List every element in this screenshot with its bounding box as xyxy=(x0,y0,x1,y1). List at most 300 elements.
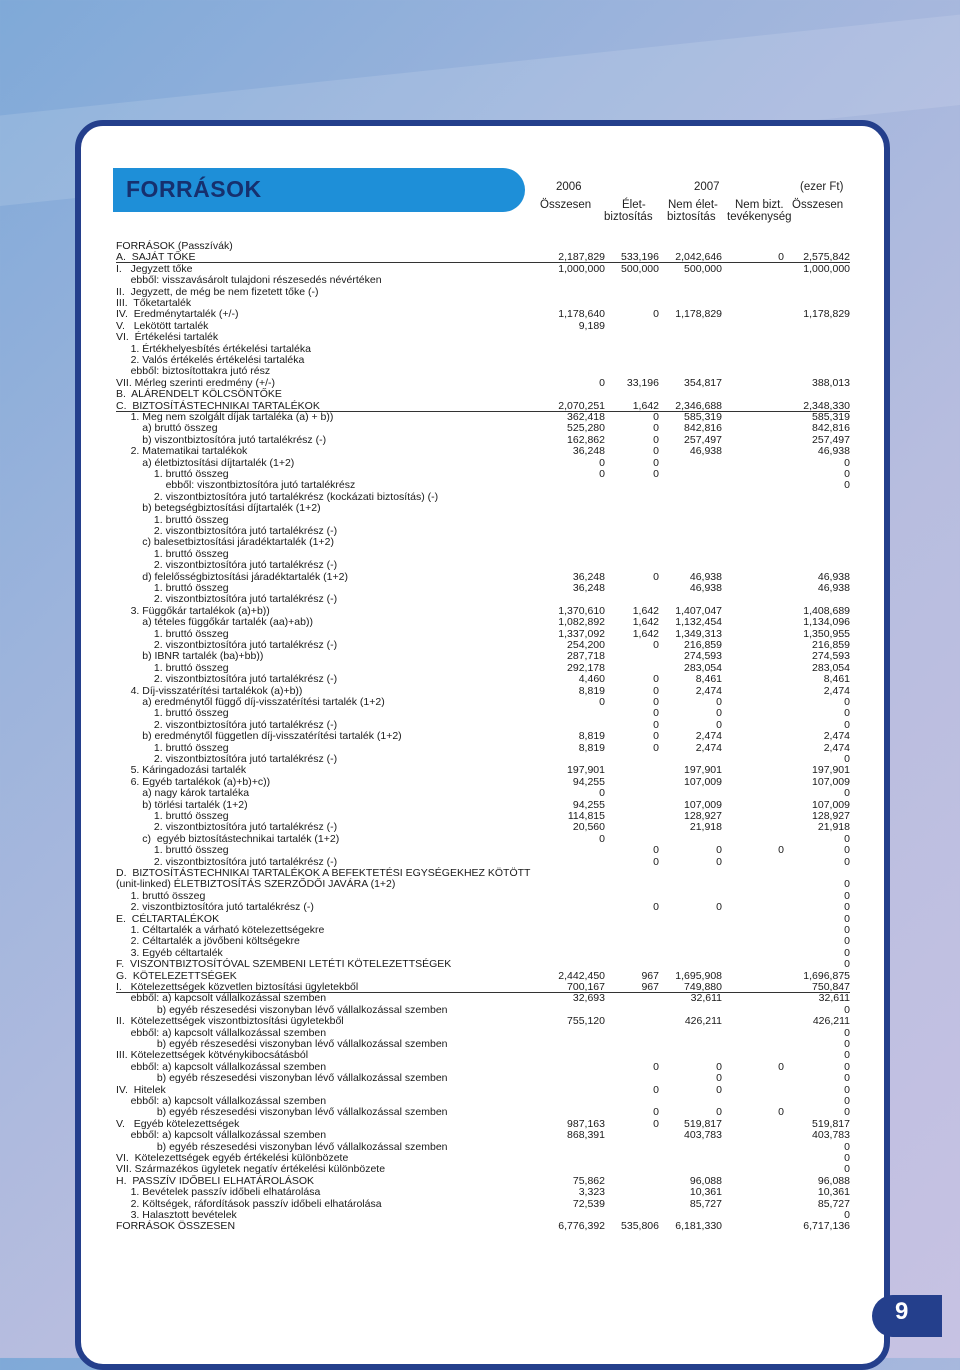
row-label: 1. Bevételek passzív időbeli elhatárolása xyxy=(116,1186,321,1199)
row-label: IV. Eredménytartalék (+/-) xyxy=(116,308,239,321)
row-value: 0 xyxy=(653,1106,659,1119)
row-value: 2,442,450 xyxy=(558,969,605,982)
table-row xyxy=(0,924,960,936)
row-label: 4. Díj-visszatérítési tartalékok (a)+b)) xyxy=(116,684,303,697)
row-value: 274,593 xyxy=(812,650,850,663)
row-value: 21,918 xyxy=(689,821,722,834)
table-row xyxy=(0,286,960,298)
row-value: 0 xyxy=(653,422,659,435)
row-value: 9,189 xyxy=(578,319,605,332)
table-row xyxy=(0,1038,960,1050)
table-row xyxy=(0,753,960,765)
row-label: IV. Hitelek xyxy=(116,1083,166,1096)
row-value: 96,088 xyxy=(689,1174,722,1187)
row-value: 85,727 xyxy=(817,1197,850,1210)
row-label: (unit-linked) ÉLETBIZTOSÍTÁS SZERZŐDŐI JAVÁRA (1+2) xyxy=(116,878,396,891)
row-value: 75,862 xyxy=(572,1174,605,1187)
table-row xyxy=(0,354,960,366)
table-row xyxy=(0,468,960,480)
table-row xyxy=(0,571,960,583)
row-value: 1,178,829 xyxy=(803,308,850,321)
row-label: I. Jegyzett tőke xyxy=(116,262,193,275)
row-value: 403,783 xyxy=(684,1129,722,1142)
table-row xyxy=(0,764,960,776)
row-value: 0 xyxy=(844,901,850,914)
row-value: 2,474 xyxy=(823,684,850,697)
row-value: 0 xyxy=(844,1083,850,1096)
table-row xyxy=(0,628,960,640)
row-value: 36,248 xyxy=(572,445,605,458)
row-value: 0 xyxy=(844,696,850,708)
table-row xyxy=(0,297,960,309)
row-value: 0 xyxy=(844,456,850,469)
header-unit: (ezer Ft) xyxy=(800,181,844,193)
table-row xyxy=(0,1004,960,1016)
table-row xyxy=(0,536,960,548)
row-label: b) egyéb részesedési viszonyban lévő vállalkozással szemben xyxy=(116,1003,448,1016)
table-row xyxy=(0,434,960,446)
table-row xyxy=(0,445,960,457)
row-value: 197,901 xyxy=(812,764,850,777)
row-value: 1,000,000 xyxy=(558,262,605,275)
row-value: 2,474 xyxy=(695,741,722,754)
table-row xyxy=(0,1015,960,1027)
row-value: 0 xyxy=(844,1049,850,1062)
row-label: ebből: a) kapcsolt vállalkozással szemben xyxy=(116,992,327,1005)
row-value: 362,418 xyxy=(567,411,605,423)
row-value: 0 xyxy=(844,1106,850,1119)
table-row xyxy=(0,1175,960,1187)
row-value: 500,000 xyxy=(684,262,722,275)
row-value: 0 xyxy=(844,1072,850,1085)
row-value: 0 xyxy=(844,1095,850,1107)
table-row xyxy=(0,707,960,719)
table-row xyxy=(0,1106,960,1118)
row-value: 1,349,313 xyxy=(675,627,722,640)
table-row xyxy=(0,1084,960,1096)
page-title: FORRÁSOK xyxy=(126,176,262,202)
row-value: 197,901 xyxy=(567,764,605,777)
row-label: a) bruttó összeg xyxy=(116,422,218,435)
row-label: III. Kötelezettségek kötvénykibocsátásból xyxy=(116,1049,309,1062)
table-row xyxy=(0,1129,960,1141)
row-value: 0 xyxy=(844,958,850,971)
table-row xyxy=(0,821,960,833)
row-value: 8,819 xyxy=(578,684,605,697)
row-value: 287,718 xyxy=(567,650,605,663)
row-value: 46,938 xyxy=(689,570,722,583)
row-label: 2. viszontbiztosítóra jutó tartalékrész (-) xyxy=(116,718,338,731)
row-value: 1,370,610 xyxy=(558,604,605,617)
table-row xyxy=(0,1095,960,1107)
row-value: 257,497 xyxy=(812,433,850,446)
row-value: 254,200 xyxy=(567,639,605,651)
row-value: 10,361 xyxy=(817,1186,850,1199)
row-label: 1. bruttó összeg xyxy=(116,661,229,674)
table-row xyxy=(0,1118,960,1130)
row-value: 426,211 xyxy=(684,1015,722,1028)
table-row xyxy=(0,514,960,526)
row-label: FORRÁSOK (Passzívák) xyxy=(116,240,233,252)
row-value: 0 xyxy=(653,570,659,583)
row-value: 0 xyxy=(653,639,659,651)
row-label: VI. Kötelezettségek egyéb értékelési különbözete xyxy=(116,1152,349,1164)
row-label: 2. Matematikai tartalékok xyxy=(116,445,248,458)
row-value: 987,163 xyxy=(567,1117,605,1130)
row-value: 967 xyxy=(641,981,659,993)
row-value: 519,817 xyxy=(684,1117,722,1130)
row-label: 2. viszontbiztosítóra jutó tartalékrész (-) xyxy=(116,639,338,651)
table-row xyxy=(0,970,960,982)
row-value: 94,255 xyxy=(572,798,605,811)
row-value: 0 xyxy=(844,753,850,765)
row-value: 700,167 xyxy=(567,981,605,993)
row-label: a) tételes függőkár tartalék (aa)+ab)) xyxy=(116,616,313,629)
row-value: 2,474 xyxy=(695,684,722,697)
row-value: 283,054 xyxy=(684,661,722,674)
row-label: a) nagy károk tartaléka xyxy=(116,787,250,800)
row-label: 1. bruttó összeg xyxy=(116,810,229,822)
row-value: 388,013 xyxy=(812,376,850,389)
row-label: 3. Egyéb céltartalék xyxy=(116,946,223,959)
table-row xyxy=(0,673,960,685)
row-label: VII. Mérleg szerinti eredmény (+/-) xyxy=(116,376,276,389)
table-row xyxy=(0,548,960,560)
row-value: 1,642 xyxy=(632,627,659,640)
row-value: 0 xyxy=(599,468,605,480)
table-row xyxy=(0,1163,960,1175)
row-label: F. VISZONTBIZTOSÍTÓVAL SZEMBENI LETÉTI KÖTELEZETTSÉGEK xyxy=(116,958,452,971)
row-value: 46,938 xyxy=(689,445,722,458)
row-value: 46,938 xyxy=(817,570,850,583)
row-value: 0 xyxy=(653,456,659,469)
row-value: 0 xyxy=(653,901,659,914)
row-value: 1,642 xyxy=(632,604,659,617)
table-row xyxy=(0,320,960,332)
row-value: 2,187,829 xyxy=(558,251,605,264)
header-col-osszesen-2007: Összesen xyxy=(792,199,844,211)
row-value: 197,901 xyxy=(684,764,722,777)
row-value: 0 xyxy=(653,730,659,743)
row-value: 0 xyxy=(844,1152,850,1164)
table-row xyxy=(0,343,960,355)
row-value: 2,348,330 xyxy=(803,399,850,412)
row-value: 114,815 xyxy=(567,810,605,822)
row-label: 6. Egyéb tartalékok (a)+b)+c)) xyxy=(116,775,271,788)
table-row xyxy=(0,650,960,662)
row-value: 0 xyxy=(844,889,850,902)
table-row xyxy=(0,331,960,343)
table-row xyxy=(0,787,960,799)
row-value: 0 xyxy=(844,855,850,868)
row-value: 0 xyxy=(778,1106,784,1119)
row-value: 0 xyxy=(653,1083,659,1096)
row-value: 1,642 xyxy=(632,616,659,629)
row-value: 3,323 xyxy=(578,1186,605,1199)
row-value: 6,717,136 xyxy=(803,1220,850,1233)
row-value: 107,009 xyxy=(812,798,850,811)
row-value: 36,248 xyxy=(572,570,605,583)
row-label: 1. bruttó összeg xyxy=(116,547,229,560)
row-value: 519,817 xyxy=(812,1117,850,1130)
header-col-nemelet-1: Nem élet- xyxy=(668,199,718,211)
row-label: 3. Függőkár tartalékok (a)+b)) xyxy=(116,604,270,617)
table-row xyxy=(0,730,960,742)
row-value: 1,082,892 xyxy=(558,616,605,629)
row-value: 96,088 xyxy=(817,1174,850,1187)
row-value: 6,776,392 xyxy=(558,1220,605,1233)
row-label: 1. bruttó összeg xyxy=(116,844,229,857)
row-label: 2. viszontbiztosítóra jutó tartalékrész (-) xyxy=(116,753,338,765)
row-value: 0 xyxy=(653,308,659,321)
row-value: 0 xyxy=(653,696,659,708)
row-value: 403,783 xyxy=(812,1129,850,1142)
row-value: 0 xyxy=(844,832,850,845)
row-label: V. Egyéb kötelezettségek xyxy=(116,1117,240,1130)
row-value: 426,211 xyxy=(812,1015,850,1028)
row-label: 2. viszontbiztosítóra jutó tartalékrész (-) xyxy=(116,855,338,868)
row-value: 1,132,454 xyxy=(675,616,722,629)
row-value: 0 xyxy=(716,1060,722,1073)
row-label: VI. Értékelési tartalék xyxy=(116,331,219,344)
row-value: 0 xyxy=(844,1038,850,1050)
row-value: 216,859 xyxy=(684,639,722,651)
table-row xyxy=(0,525,960,537)
row-label: b) törlési tartalék (1+2) xyxy=(116,798,248,811)
row-value: 749,880 xyxy=(684,981,722,993)
row-value: 0 xyxy=(844,1140,850,1153)
row-value: 33,196 xyxy=(626,376,659,389)
row-label: 1. Értékhelyesbítés értékelési tartaléka xyxy=(116,342,311,355)
row-label: 2. viszontbiztosítóra jutó tartalékrész (-) xyxy=(116,821,338,834)
table-row xyxy=(0,1198,960,1210)
row-label: a) eredménytől függő díj-visszatérítési tartalék (1+2) xyxy=(116,696,385,708)
table-row xyxy=(0,1072,960,1084)
row-label: ebből: a) kapcsolt vállalkozással szemben xyxy=(116,1026,327,1039)
row-value: 32,611 xyxy=(818,992,850,1005)
row-value: 94,255 xyxy=(572,775,605,788)
row-value: 535,806 xyxy=(621,1220,659,1233)
row-value: 0 xyxy=(716,1072,722,1085)
row-label: ebből: a) kapcsolt vállalkozással szemben xyxy=(116,1060,327,1073)
table-row xyxy=(0,742,960,754)
row-value: 0 xyxy=(716,707,722,720)
row-value: 8,461 xyxy=(695,673,722,686)
row-label: II. Jegyzett, de még be nem fizetett tőke (-) xyxy=(116,285,319,298)
row-value: 10,361 xyxy=(689,1186,722,1199)
row-value: 2,474 xyxy=(823,741,850,754)
table-row xyxy=(0,890,960,902)
row-value: 0 xyxy=(716,844,722,857)
row-label: ebből: visszavásárolt tulajdoni részesedés névértéken xyxy=(116,274,382,287)
row-value: 6,181,330 xyxy=(675,1220,722,1233)
row-label: I. Kötelezettségek közvetlen biztosítási ügyletekből xyxy=(116,981,359,993)
table-row xyxy=(0,559,960,571)
row-label: V. Lekötött tartalék xyxy=(116,319,209,332)
row-value: 2,575,842 xyxy=(803,251,850,264)
row-value: 0 xyxy=(844,1060,850,1073)
table-row xyxy=(0,1049,960,1061)
row-value: 0 xyxy=(599,832,605,845)
row-value: 162,862 xyxy=(567,433,605,446)
table-row xyxy=(0,696,960,708)
header-col-nembizt-1: Nem bizt. xyxy=(735,199,784,211)
row-label: C. BIZTOSÍTÁSTECHNIKAI TARTALÉKOK xyxy=(116,399,320,412)
table-row xyxy=(0,616,960,628)
row-value: 1,337,092 xyxy=(558,627,605,640)
table-row xyxy=(0,308,960,320)
row-value: 0 xyxy=(653,707,659,720)
row-value: 32,611 xyxy=(690,992,722,1005)
row-value: 0 xyxy=(653,844,659,857)
row-label: G. KÖTELEZETTSÉGEK xyxy=(116,969,237,982)
row-value: 755,120 xyxy=(567,1015,605,1028)
row-value: 0 xyxy=(653,855,659,868)
row-value: 0 xyxy=(844,468,850,480)
row-label: c) egyéb biztosítástechnikai tartalék (1+2) xyxy=(116,832,340,845)
row-value: 0 xyxy=(653,1060,659,1073)
row-value: 0 xyxy=(778,1060,784,1073)
row-value: 0 xyxy=(653,433,659,446)
header-col-elet-1: Élet- xyxy=(622,199,646,211)
row-label: d) felelősségbiztosítási járadéktartalék (1+2) xyxy=(116,570,348,583)
row-value: 72,539 xyxy=(572,1197,605,1210)
table-row xyxy=(0,582,960,594)
row-value: 0 xyxy=(844,844,850,857)
row-value: 967 xyxy=(641,969,659,982)
table-row xyxy=(0,776,960,788)
table-row xyxy=(0,901,960,913)
row-value: 1,407,047 xyxy=(675,604,722,617)
table-row xyxy=(0,1186,960,1198)
table-row xyxy=(0,593,960,605)
table-row xyxy=(0,457,960,469)
row-value: 2,070,251 xyxy=(558,399,605,412)
header-col-nemelet-2: biztosítás xyxy=(667,211,716,223)
row-label: b) egyéb részesedési viszonyban lévő vállalkozással szemben xyxy=(116,1072,448,1085)
row-value: 0 xyxy=(653,445,659,458)
row-value: 46,938 xyxy=(817,445,850,458)
row-label: 1. bruttó összeg xyxy=(116,889,206,902)
row-value: 107,009 xyxy=(684,775,722,788)
row-label: b) betegségbiztosítási díjtartalék (1+2) xyxy=(116,502,321,515)
row-value: 1,350,955 xyxy=(803,627,850,640)
row-label: b) IBNR tartalék (ba)+bb)) xyxy=(116,650,264,663)
row-value: 1,696,875 xyxy=(803,969,850,982)
row-value: 0 xyxy=(653,718,659,731)
row-value: 2,346,688 xyxy=(675,399,722,412)
row-value: 2,474 xyxy=(823,730,850,743)
header-col-nembizt-2: tevékenység xyxy=(727,211,792,223)
row-value: 85,727 xyxy=(689,1197,722,1210)
row-label: 1. bruttó összeg xyxy=(116,582,229,594)
row-label: b) egyéb részesedési viszonyban lévő vállalkozással szemben xyxy=(116,1106,448,1119)
table-row xyxy=(0,1152,960,1164)
row-value: 0 xyxy=(653,468,659,480)
row-value: 0 xyxy=(844,787,850,800)
table-row xyxy=(0,685,960,697)
row-value: 0 xyxy=(844,946,850,959)
row-value: 283,054 xyxy=(812,661,850,674)
row-value: 0 xyxy=(716,855,722,868)
row-value: 500,000 xyxy=(621,262,659,275)
row-label: VII. Származékos ügyletek negatív értékelési különbözete xyxy=(116,1163,386,1176)
table-row xyxy=(0,491,960,503)
row-label: FORRÁSOK ÖSSZESEN xyxy=(116,1220,236,1233)
row-value: 0 xyxy=(844,1026,850,1039)
table-row xyxy=(0,844,960,856)
table-row xyxy=(0,605,960,617)
row-value: 0 xyxy=(653,673,659,686)
row-value: 0 xyxy=(844,1003,850,1016)
row-value: 216,859 xyxy=(812,639,850,651)
row-value: 46,938 xyxy=(689,582,722,594)
row-label: 1. bruttó összeg xyxy=(116,741,229,754)
row-value: 0 xyxy=(844,707,850,720)
table-row xyxy=(0,878,960,890)
row-value: 8,461 xyxy=(823,673,850,686)
row-label: 1. bruttó összeg xyxy=(116,707,229,720)
table-row xyxy=(0,935,960,947)
row-label: ebből: a) kapcsolt vállalkozással szemben xyxy=(116,1129,327,1142)
table-row xyxy=(0,662,960,674)
row-value: 525,280 xyxy=(567,422,605,435)
row-label: c) balesetbiztosítási járadéktartalék (1+2) xyxy=(116,536,334,549)
header-col-elet-2: biztosítás xyxy=(604,211,653,223)
row-value: 274,593 xyxy=(684,650,722,663)
table-row xyxy=(0,1220,960,1232)
table-row xyxy=(0,856,960,868)
row-value: 257,497 xyxy=(684,433,722,446)
row-value: 842,816 xyxy=(812,422,850,435)
row-label: ebből: a) kapcsolt vállalkozással szemben xyxy=(116,1095,327,1107)
row-label: III. Tőketartalék xyxy=(116,297,192,309)
row-label: 3. Halasztott bevételek xyxy=(116,1209,237,1221)
row-value: 0 xyxy=(778,844,784,857)
row-label: b) egyéb részesedési viszonyban lévő vállalkozással szemben xyxy=(116,1140,448,1153)
row-label: ebből: biztosítottakra jutó rész xyxy=(116,365,271,378)
row-value: 585,319 xyxy=(684,411,722,423)
row-value: 0 xyxy=(844,479,850,492)
table-row xyxy=(0,947,960,959)
row-value: 750,847 xyxy=(812,981,850,993)
row-value: 0 xyxy=(844,1209,850,1221)
table-row xyxy=(0,502,960,514)
table-row xyxy=(0,639,960,651)
table-row xyxy=(0,1141,960,1153)
row-value: 32,693 xyxy=(572,992,605,1005)
row-value: 0 xyxy=(653,741,659,754)
row-label: 2. Költségek, ráfordítások passzív időbeli elhatárolása xyxy=(116,1197,382,1210)
table-row xyxy=(0,833,960,845)
row-label: B. ALÁRENDELT KÖLCSÖNTŐKE xyxy=(116,388,282,401)
table-row xyxy=(0,810,960,822)
row-value: 868,391 xyxy=(567,1129,605,1142)
row-value: 0 xyxy=(653,1117,659,1130)
row-label: 5. Káringadozási tartalék xyxy=(116,764,247,777)
row-label: 2. viszontbiztosítóra jutó tartalékrész (-) xyxy=(116,525,338,537)
table-row xyxy=(0,719,960,731)
row-value: 0 xyxy=(844,878,850,891)
row-label: 1. bruttó összeg xyxy=(116,513,229,526)
table-row xyxy=(0,422,960,434)
table-row xyxy=(0,388,960,400)
row-value: 46,938 xyxy=(817,582,850,594)
row-label: b) egyéb részesedési viszonyban lévő vállalkozással szemben xyxy=(116,1038,448,1050)
row-value: 1,134,096 xyxy=(803,616,850,629)
row-label: 2. Céltartalék a jövőbeni költségekre xyxy=(116,935,300,948)
row-label: 2. viszontbiztosítóra jutó tartalékrész (kockázati biztosítás) (-) xyxy=(116,490,439,503)
